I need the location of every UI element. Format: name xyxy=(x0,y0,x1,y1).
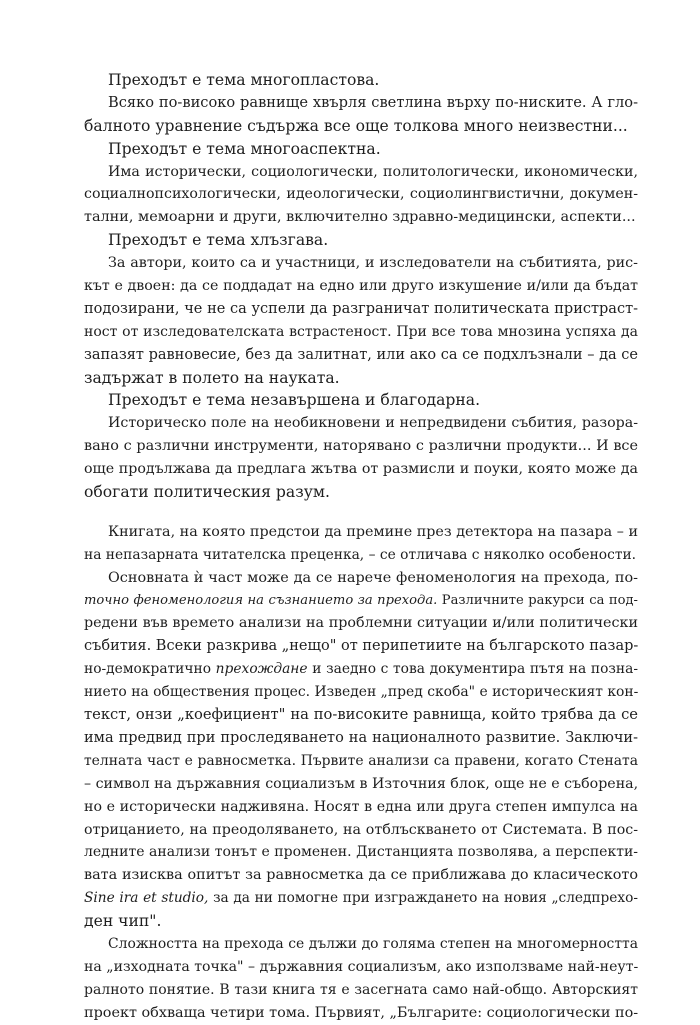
paragraph-line: задържат в полето на науката. xyxy=(84,368,340,387)
paragraph-line: Сложността на прехода се дължи до голяма степен на многомерността xyxy=(108,935,638,952)
paragraph-line: нието на обществения процес. Изведен „пред скоба" е историческият кон- xyxy=(84,684,638,701)
paragraph-line: кът е двоен: да се поддадат на едно или друго изкушение и/или да бъдат xyxy=(84,278,638,295)
paragraph-line: балното уравнение съдържа все още толкова много неизвестни... xyxy=(84,116,628,135)
paragraph-line xyxy=(84,887,638,910)
paragraph-line: Основната ѝ част може да се нарече феноменология на прехода, по- xyxy=(108,569,638,586)
paragraph-line: телната част е равносметка. Първите анализи са правени, когато Стената xyxy=(84,752,638,769)
paragraph-line: но е исторически надживяна. Носят в една или друга степен импулса на xyxy=(84,798,638,815)
paragraph-line: обогати политическия разум. xyxy=(84,483,330,502)
paragraph-line: на „изходната точка" – държавния социализъм, ако използваме най-неут- xyxy=(84,958,638,975)
paragraph-line: тални, мемоарни и други, включително здравно-медицински, аспекти... xyxy=(84,209,636,226)
paragraph-line: ност от изследователската встрастеност. При все това мнозина успяха да xyxy=(84,323,638,340)
paragraph-line: Всяко по-високо равнище хвърля светлина върху по-ниските. А гло- xyxy=(108,93,638,111)
paragraph-line: Има исторически, социологически, политологически, икономически, xyxy=(108,163,638,180)
italic-phrase: точно феноменология на съзнанието за прехода. xyxy=(84,592,438,608)
paragraph-line: Преходът е тема незавършена и благодарна. xyxy=(108,391,481,410)
paragraph-line: подозирани, че не са успели да разграничат политическата пристраст- xyxy=(84,300,638,317)
line-text: и заедно с това документира пътя на позна- xyxy=(307,661,638,678)
paragraph-line: социалнопсихологически, идеологически, социолингвистични, докумен- xyxy=(84,186,638,203)
paragraph-line: събития. Всеки разкрива „нещо" от перипетиите на българското пазар- xyxy=(84,638,638,655)
line-text: Различните ракурси са под- xyxy=(437,592,638,608)
paragraph-line: запазят равновесие, без да залитнат, или ако са се подхлъзнали – да се xyxy=(84,346,638,363)
italic-phrase: прехождане xyxy=(215,661,308,678)
paragraph-line: проект обхваща четири тома. Първият, „Българите: социологически по- xyxy=(84,1004,638,1021)
italic-phrase: Sine ira et studio, xyxy=(84,890,209,907)
paragraph-line: отрицанието, на преодоляването, на отблъскването от Системата. В пос- xyxy=(84,821,638,838)
paragraph-line: има предвид при проследяването на националното развитие. Заключи- xyxy=(84,729,638,746)
paragraph-line: текст, онзи „коефициент" на по-високите равнища, който трябва да се xyxy=(84,706,638,724)
paragraph-line: За автори, които са и участници, и изследователи на събитията, рис- xyxy=(108,255,638,272)
paragraph-line: вано с различни инструменти, наторявано с различни продукти... И все xyxy=(84,438,638,455)
paragraph-line xyxy=(84,590,638,613)
paragraph-line xyxy=(84,658,638,681)
paragraph-line: на непазарната читателска преценка, – се отличава с няколко особености. xyxy=(84,546,637,563)
line-text: но-демократично xyxy=(84,661,216,678)
paragraph-line: Преходът е тема многопластова. xyxy=(108,71,380,89)
text-block xyxy=(84,69,638,1025)
paragraph-line: още продължава да предлага жътва от размисли и поуки, която може да xyxy=(84,461,638,478)
paragraph-line: Преходът е тема хлъзгава. xyxy=(108,231,329,250)
line-text: за да ни помогне при изграждането на новия „следпрехо- xyxy=(208,890,638,907)
paragraph-line: ралното понятие. В тази книга тя е засегната само най-общо. Авторският xyxy=(84,981,638,998)
paragraph-line: вата изисква опитът за равносметка да се приближава до класическото xyxy=(84,867,638,884)
paragraph-line: – символ на държавния социализъм в Източния блок, още не е съборена, xyxy=(84,775,638,792)
paragraph-line: Книгата, на която предстои да премине през детектора на пазара – и xyxy=(108,523,638,540)
paragraph-line: редени във времето анализи на проблемни ситуации и/или политически xyxy=(84,615,638,632)
paragraph-line: ледните анализи тонът е променен. Дистанцията позволява, а перспекти- xyxy=(84,844,638,861)
section-gap xyxy=(84,504,638,521)
paragraph-line: ден чип". xyxy=(84,912,162,931)
paragraph-line: Историческо поле на необикновени и непредвидени събития, разора- xyxy=(108,415,638,432)
paragraph-line: Преходът е тема многоаспектна. xyxy=(108,139,381,158)
